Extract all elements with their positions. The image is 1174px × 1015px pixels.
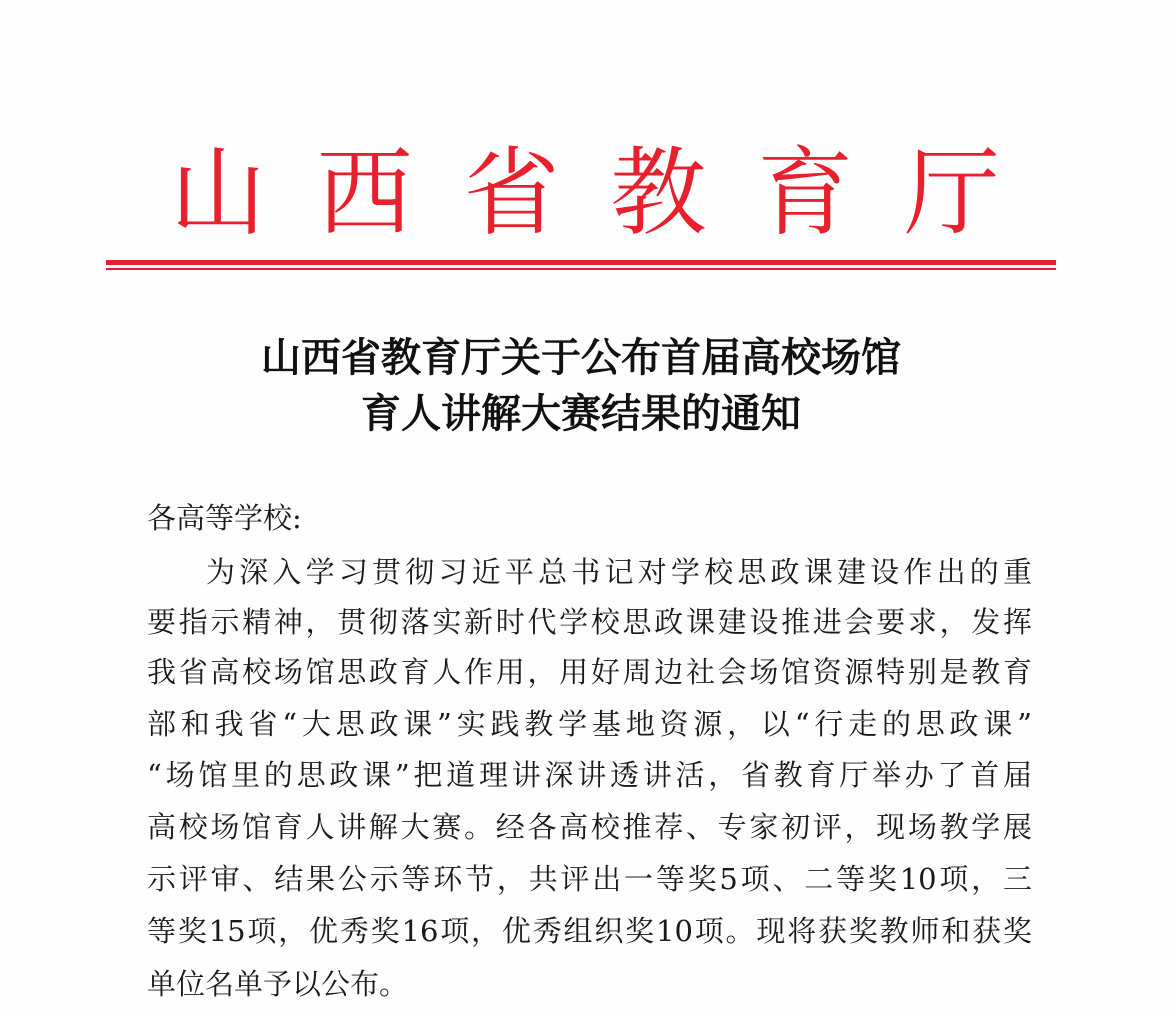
body-line: 等奖15项，优秀奖16项，优秀组织奖10项。现将获奖教师和获奖 xyxy=(147,914,1032,948)
letterhead-divider-thick xyxy=(106,260,1056,265)
document-title-line-2: 育人讲解大赛结果的通知 xyxy=(361,390,801,437)
letterhead-char: 厅 xyxy=(903,137,1000,249)
body-line: 要指示精神，贯彻落实新时代学校思政课建设推进会要求，发挥 xyxy=(147,605,1032,639)
body-line: 为深入学习贯彻习近平总书记对学校思政课建设作出的重 xyxy=(206,555,1032,589)
letterhead-char: 西 xyxy=(316,137,413,249)
letterhead xyxy=(170,138,1000,248)
letterhead-char: 山 xyxy=(170,137,266,249)
body-line: 示评审、结果公示等环节，共评出一等奖5项、二等奖10项，三 xyxy=(147,862,1032,896)
body-line: 部和我省“大思政课”实践教学基地资源，以“行走的思政课” xyxy=(147,707,1032,741)
body-line: 高校场馆育人讲解大赛。经各高校推荐、专家初评，现场教学展 xyxy=(147,810,1032,844)
body-line: 单位名单予以公布。 xyxy=(147,967,409,1001)
letterhead-char: 育 xyxy=(757,137,854,249)
body-line: 我省高校场馆思政育人作用，用好周边社会场馆资源特别是教育 xyxy=(147,655,1032,689)
letterhead-divider-thin xyxy=(106,268,1056,270)
document-title-line-1: 山西省教育厅关于公布首届高校场馆 xyxy=(261,334,901,381)
body-line: “场馆里的思政课”把道理讲深讲透讲活，省教育厅举办了首届 xyxy=(147,758,1032,792)
document-title xyxy=(106,330,1056,442)
letterhead-char: 教 xyxy=(610,137,707,249)
letterhead-char: 省 xyxy=(463,137,560,249)
salutation: 各高等学校: xyxy=(147,501,302,535)
